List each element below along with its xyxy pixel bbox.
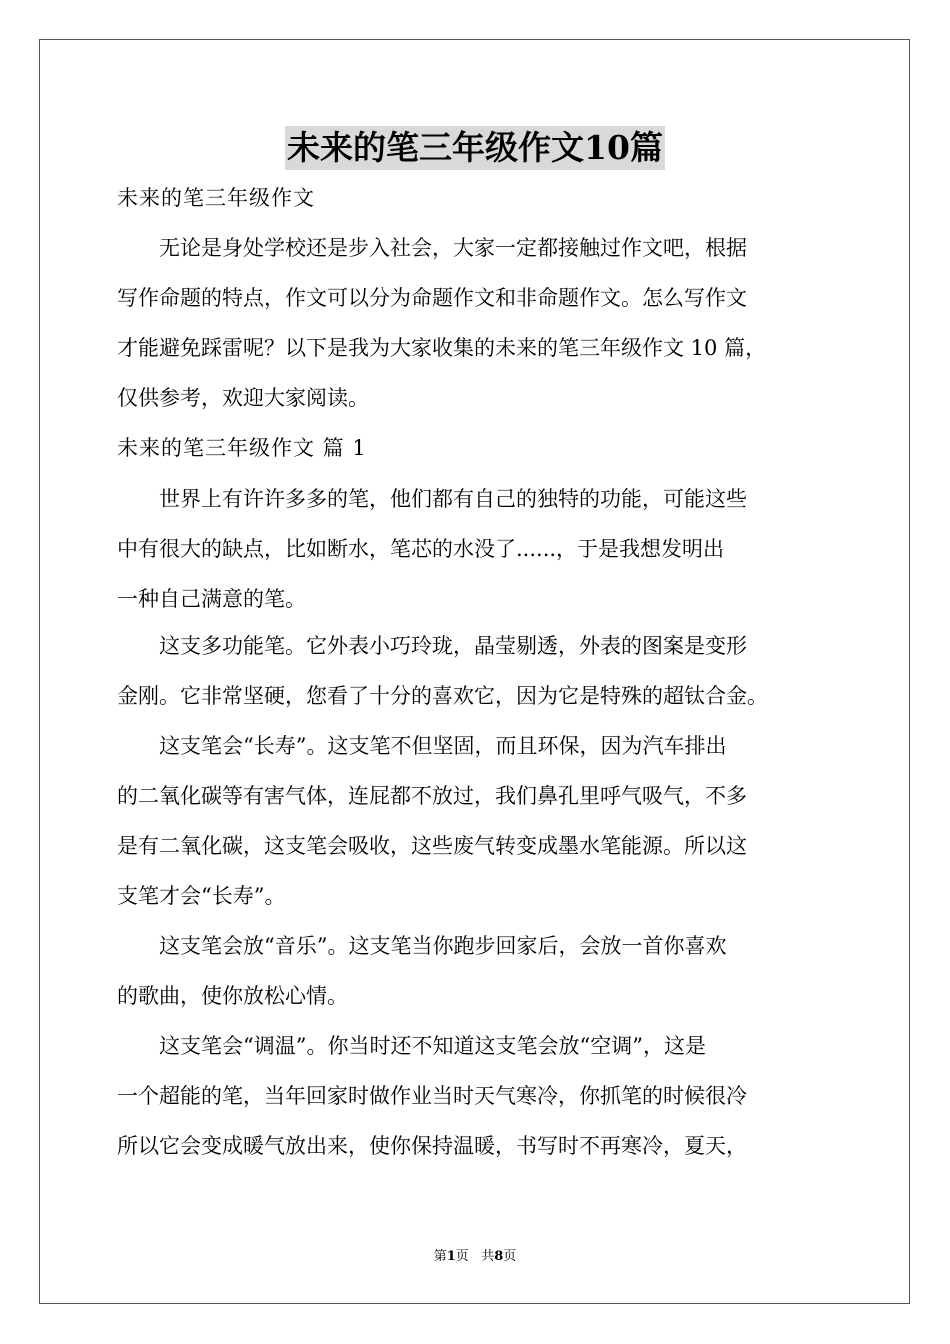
section-heading: 未来的笔三年级作文 篇 1 [117, 436, 367, 460]
body-line: 世界上有许许多多的笔，他们都有自己的独特的功能，可能这些 [117, 487, 747, 511]
body-line: 是有二氧化碳，这支笔会吸收，这些废气转变成墨水笔能源。所以这 [117, 834, 747, 858]
intro-line: 才能避免踩雷呢？以下是我为大家收集的未来的笔三年级作文 10 篇， [117, 336, 767, 360]
total-prefix: 共 [481, 1249, 495, 1264]
total-pages: 8 [494, 1249, 504, 1264]
body-line: 这支笔会“长寿”。这支笔不但坚固，而且环保，因为汽车排出 [117, 734, 727, 758]
body-line: 金刚。它非常坚硬，您看了十分的喜欢它，因为它是特殊的超钛合金。 [117, 684, 768, 708]
document-title: 未来的笔三年级作文10篇 [285, 126, 665, 170]
intro-line: 写作命题的特点，作文可以分为命题作文和非命题作文。怎么写作文 [117, 286, 747, 310]
page-border [39, 39, 910, 1304]
body-line: 所以它会变成暖气放出来，使你保持温暖，书写时不再寒冷，夏天， [117, 1134, 747, 1158]
body-line: 一种自己满意的笔。 [117, 587, 306, 611]
body-line: 中有很大的缺点，比如断水，笔芯的水没了......，于是我想发明出 [117, 537, 725, 561]
body-line: 的歌曲，使你放松心情。 [117, 984, 348, 1008]
intro-line: 仅供参考，欢迎大家阅读。 [117, 386, 369, 410]
title-container [0, 126, 950, 170]
body-line: 这支笔会放“音乐”。这支笔当你跑步回家后，会放一首你喜欢 [117, 934, 727, 958]
page-prefix: 第 [433, 1249, 447, 1264]
page-suffix: 页 [455, 1249, 469, 1264]
page-number: 1 [446, 1249, 456, 1264]
page-footer [0, 1245, 950, 1264]
body-line: 一个超能的笔，当年回家时做作业当时天气寒冷，你抓笔的时候很冷 [117, 1084, 747, 1108]
total-suffix: 页 [503, 1249, 517, 1264]
body-line: 这支笔会“调温”。你当时还不知道这支笔会放“空调”，这是 [117, 1034, 706, 1058]
document-subtitle: 未来的笔三年级作文 [117, 186, 315, 210]
intro-line: 无论是身处学校还是步入社会，大家一定都接触过作文吧，根据 [117, 236, 747, 260]
body-line: 这支多功能笔。它外表小巧玲珑，晶莹剔透，外表的图案是变形 [117, 634, 747, 658]
body-line: 支笔才会“长寿”。 [117, 884, 286, 908]
body-line: 的二氧化碳等有害气体，连屁都不放过，我们鼻孔里呼气吸气，不多 [117, 784, 747, 808]
